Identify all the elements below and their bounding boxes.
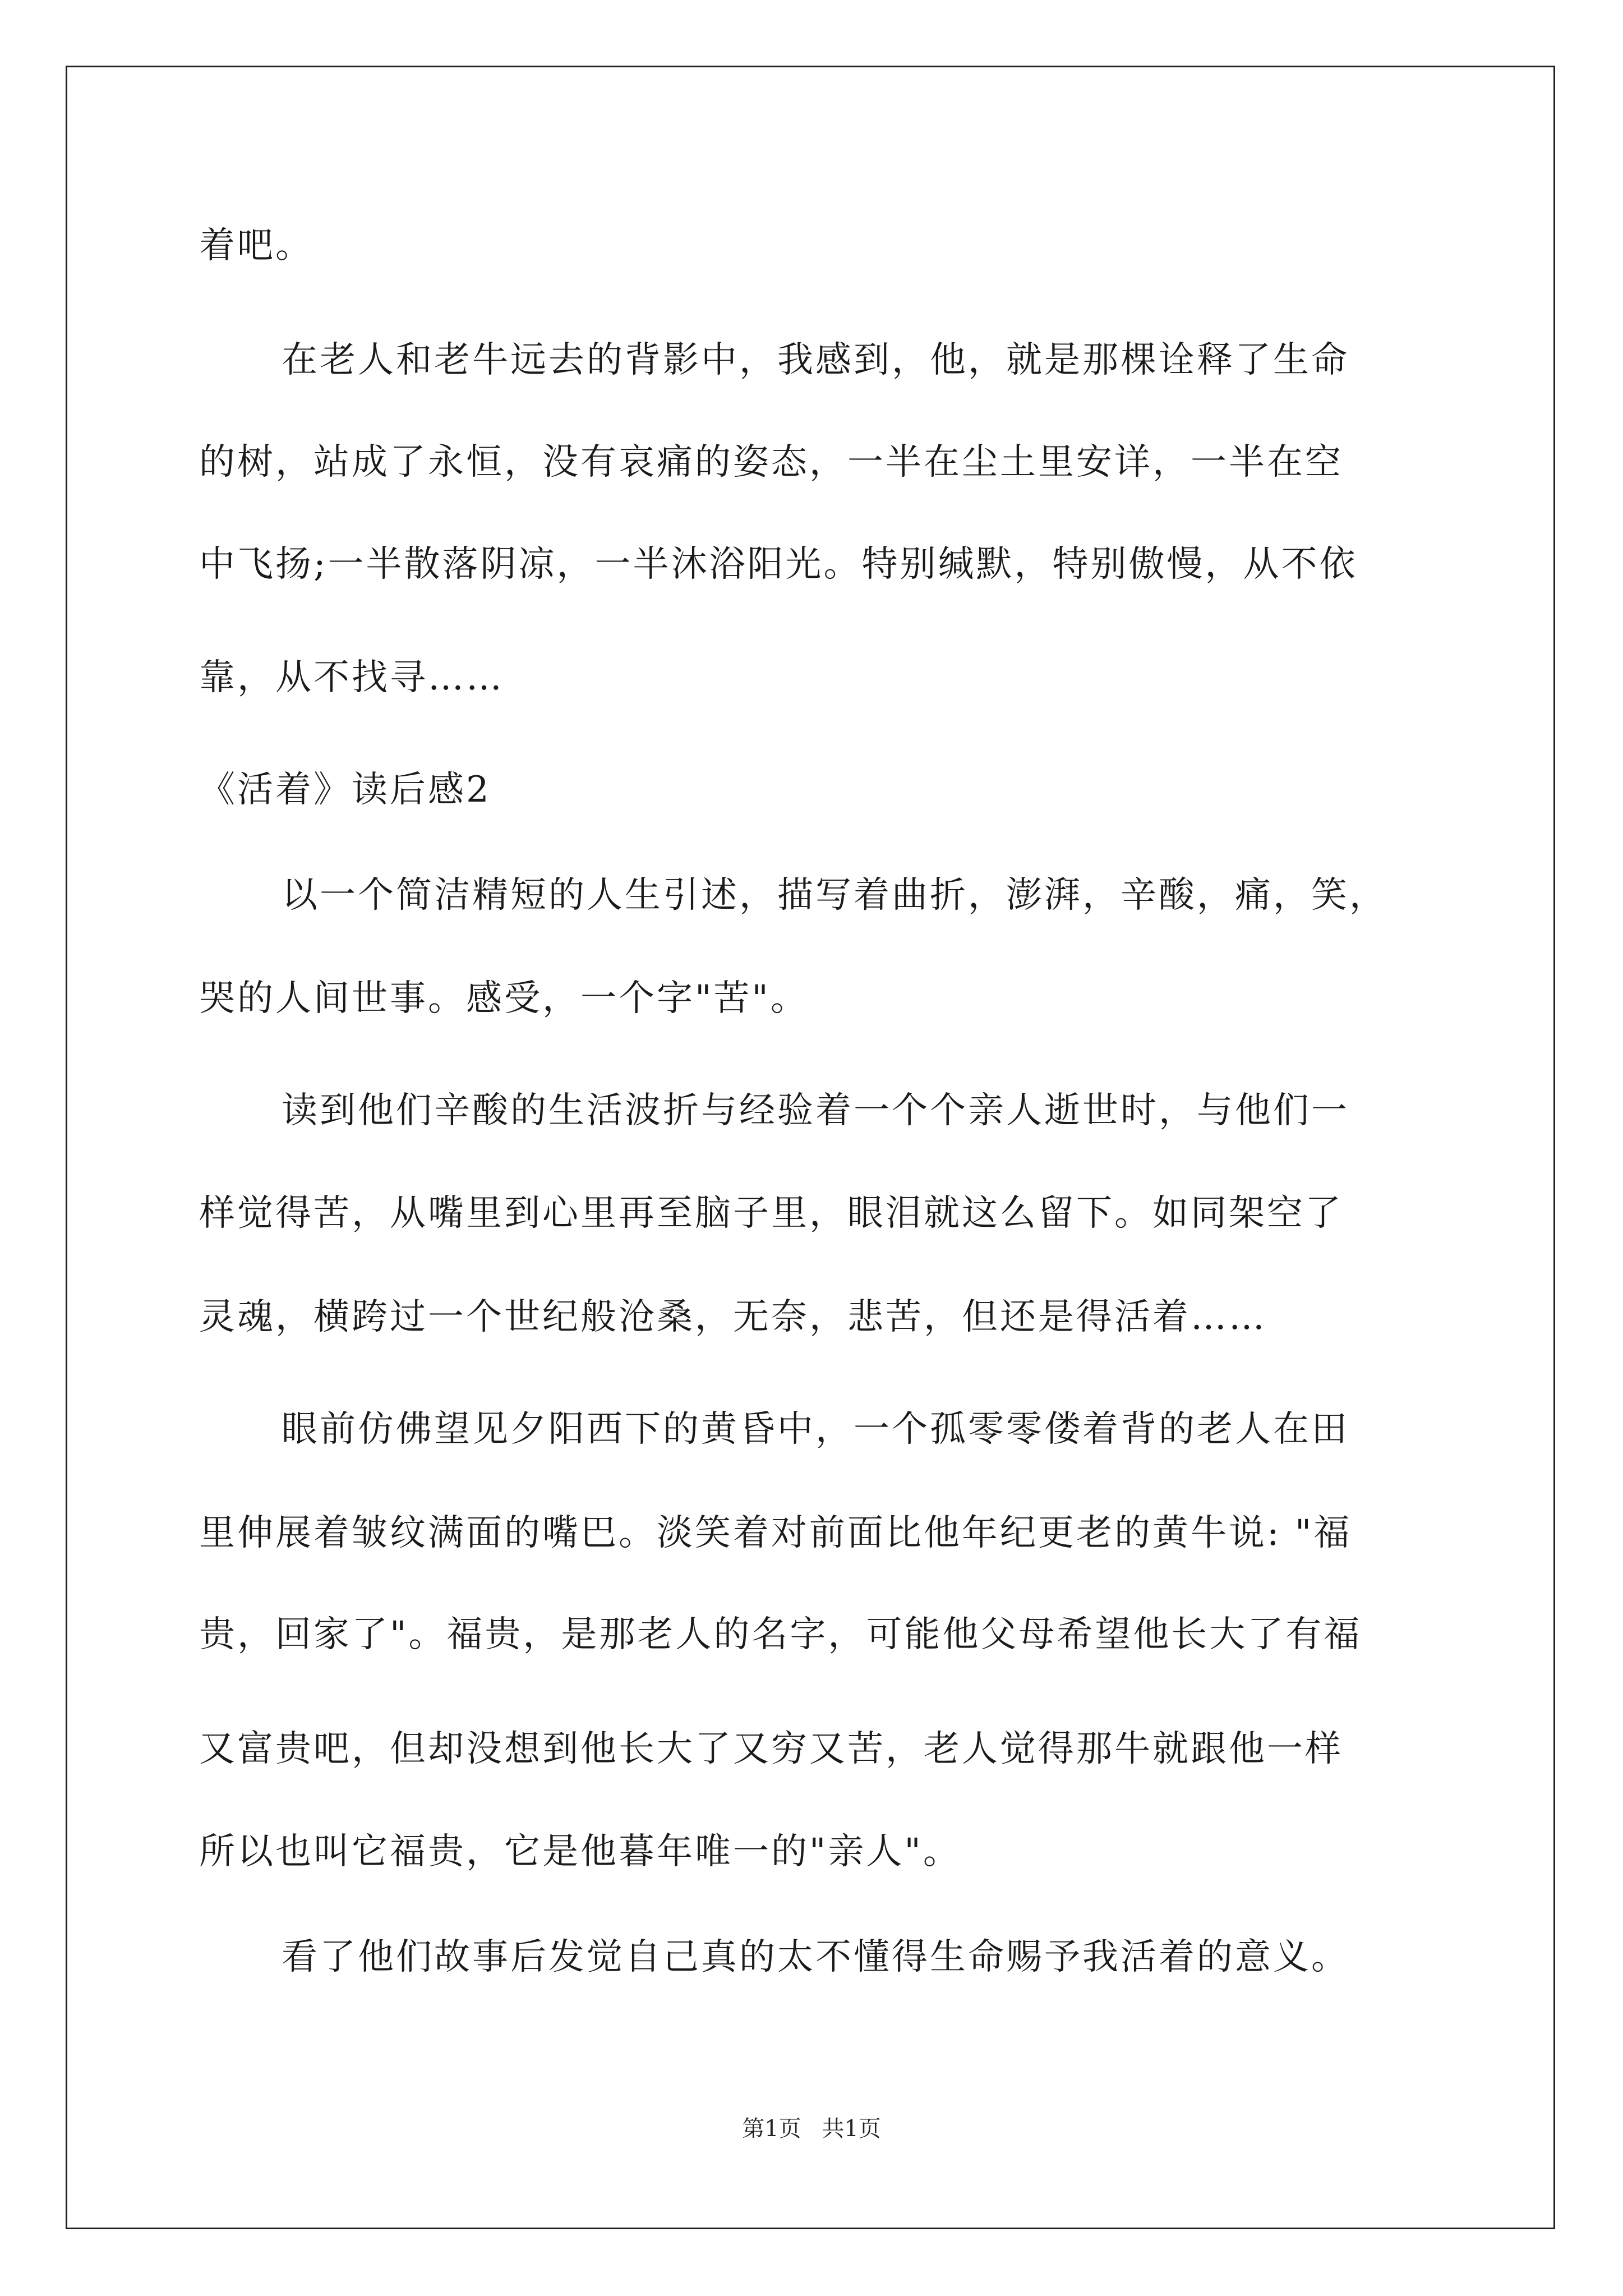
paragraph-4-line-3: 贵，回家了"。福贵，是那老人的名字，可能他父母希望他长大了有福 <box>199 1614 1362 1655</box>
page-total: 共1页 <box>822 2116 881 2142</box>
paragraph-4-line-5: 所以也叫它福贵，它是他暮年唯一的"亲人"。 <box>199 1831 961 1872</box>
paragraph-3-line-1: 读到他们辛酸的生活波折与经验着一个个亲人逝世时，与他们一 <box>282 1090 1349 1131</box>
paragraph-1-line-2: 的树，站成了永恒，没有哀痛的姿态，一半在尘土里安详，一半在空 <box>199 441 1343 483</box>
paragraph-4-line-4: 又富贵吧，但却没想到他长大了又穷又苦，老人觉得那牛就跟他一样 <box>199 1728 1343 1770</box>
paragraph-4-line-2: 里伸展着皱纹满面的嘴巴。淡笑着对前面比他年纪更老的黄牛说: "福 <box>199 1512 1352 1554</box>
paragraph-4-line-1: 眼前仿佛望见夕阳西下的黄昏中，一个孤零零偻着背的老人在田 <box>282 1409 1349 1450</box>
paragraph-3-line-3: 灵魂，横跨过一个世纪般沧桑，无奈，悲苦，但还是得活着…… <box>199 1296 1267 1338</box>
page-border <box>66 66 1555 2229</box>
paragraph-3-line-2: 样觉得苦，从嘴里到心里再至脑子里，眼泪就这么留下。如同架空了 <box>199 1193 1343 1234</box>
paragraph-1-line-3: 中飞扬;一半散落阴凉，一半沐浴阳光。特别缄默，特别傲慢，从不依 <box>199 544 1358 585</box>
paragraph-2-line-1: 以一个简洁精短的人生引述，描写着曲折，澎湃，辛酸，痛，笑， <box>282 875 1387 916</box>
page-number: 第1页 <box>742 2116 801 2142</box>
paragraph-1-line-1: 在老人和老牛远去的背影中，我感到，他，就是那棵诠释了生命 <box>282 339 1349 381</box>
paragraph-5-line-1: 看了他们故事后发觉自己真的太不懂得生命赐予我活着的意义。 <box>282 1936 1349 1978</box>
text-line-1: 着吧。 <box>199 225 313 266</box>
page-footer <box>0 2113 1623 2145</box>
paragraph-2-line-2: 哭的人间世事。感受，一个字"苦"。 <box>199 978 809 1019</box>
section-heading: 《活着》读后感2 <box>199 769 491 811</box>
paragraph-1-line-4: 靠，从不找寻…… <box>199 657 504 698</box>
